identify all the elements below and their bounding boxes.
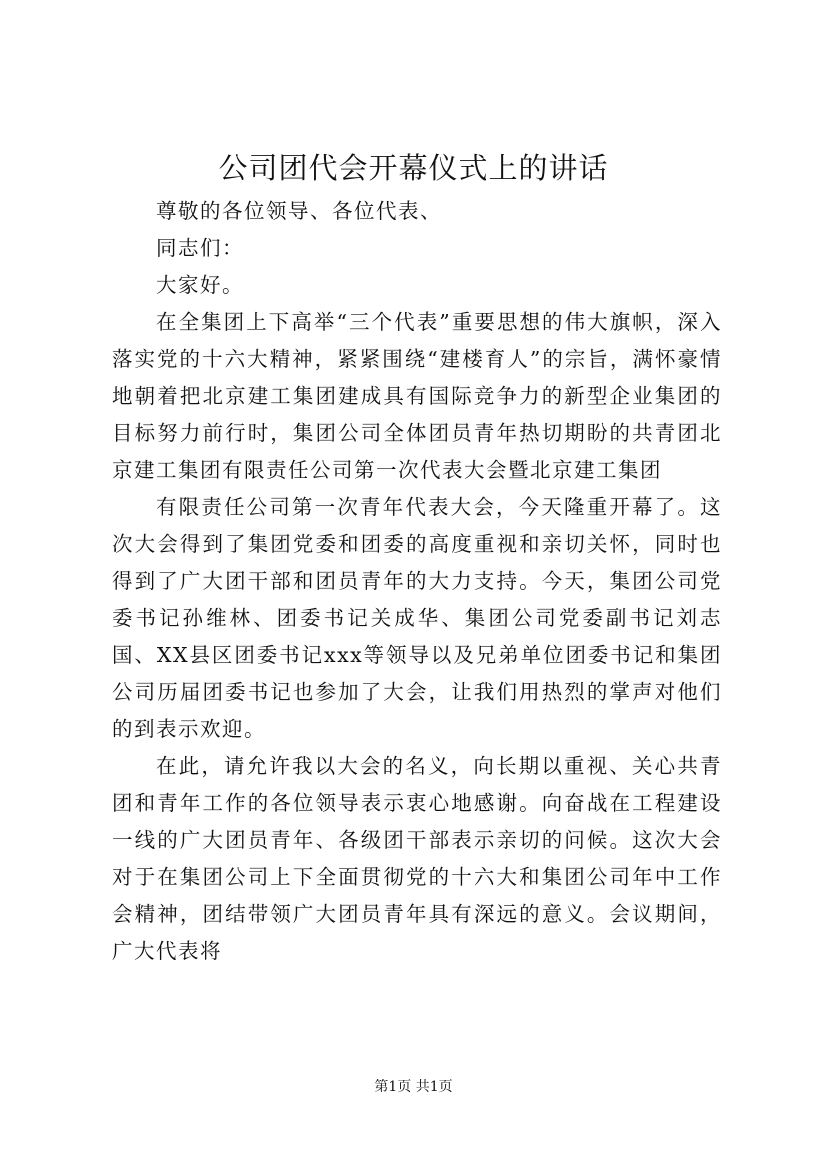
document-body [112,193,722,970]
salutation-line: 尊敬的各位领导、各位代表、 [156,199,442,223]
document-title: 公司团代会开幕仪式上的讲话 [218,151,609,185]
page-number-footer: 第1页 共1页 [374,1079,453,1095]
body-paragraph: 在全集团上下高举“三个代表”重要思想的伟大旗帜，深入落实党的十六大精神，紧紧围绕“建楼育人”的宗旨，满怀豪情地朝着把北京建工集团建成具有国际竞争力的新型企业集团的目标努力前行时，集团公司全体团员青年热切期盼的共青团北京建工集团有限责任公司第一次代表大会暨北京建工集团 [112,310,722,482]
body-paragraph: 在此，请允许我以大会的名义，向长期以重视、关心共青团和青年工作的各位领导表示衷心地感谢。向奋战在工程建设一线的广大团员青年、各级团干部表示亲切的问候。这次大会对于在集团公司上下全面贯彻党的十六大和集团公司年中工作会精神，团结带领广大团员青年具有深远的意义。会议期间，广大代表将 [112,754,722,963]
body-paragraph: 有限责任公司第一次青年代表大会，今天隆重开幕了。这次大会得到了集团党委和团委的高度重视和亲切关怀，同时也得到了广大团干部和团员青年的大力支持。今天，集团公司党委书记孙维林、团委书记关成华、集团公司党委副书记刘志国、XX县区团委书记xxx等领导以及兄弟单位团委书记和集团公司历届团委书记也参加了大会，让我们用热烈的掌声对他们的到表示欢迎。 [112,495,722,741]
greeting-line: 大家好。 [156,273,244,297]
salutation-line: 同志们： [156,236,244,260]
